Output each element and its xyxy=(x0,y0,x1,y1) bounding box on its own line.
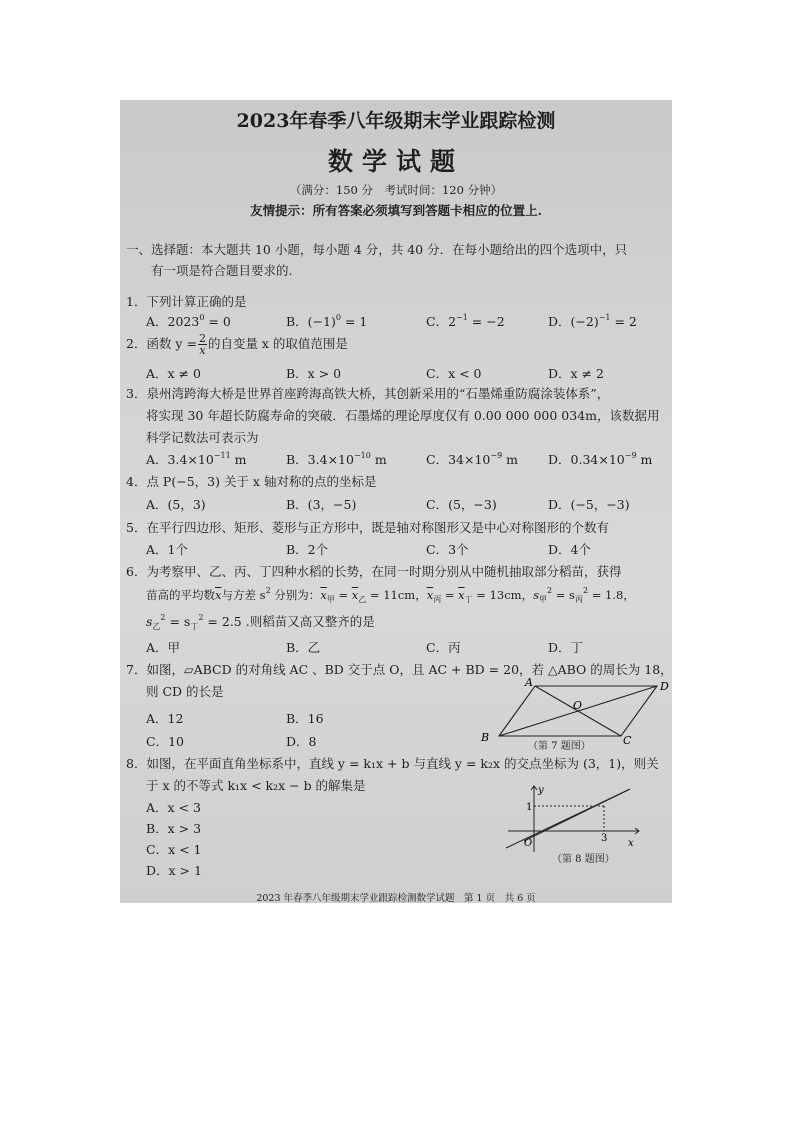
q1-option-b: B．$(-1)^0 = 1$ xyxy=(286,313,368,329)
question-3-line2: 将实现 30 年超长防腐寿命的突破．石墨烯的理论厚度仅有 0.00 000 000 034m，该数据用 xyxy=(146,408,660,423)
q4-option-c: C．(5，−3) xyxy=(426,497,497,512)
question-number: 2． xyxy=(126,336,147,351)
q3-option-c: C．$34\times 10^{-9}$ m xyxy=(426,451,518,467)
question-6-line1: 6．为考察甲、乙、丙、丁四种水稻的长势，在同一时期分别从中随机抽取部分稻苗，获得 xyxy=(126,564,622,579)
friendly-tip: 友情提示：所有答案必须填写到答题卡相应的位置上. xyxy=(250,203,542,218)
tick-label-1: 1 xyxy=(526,802,533,813)
vertex-d-label: D xyxy=(660,680,669,693)
x-axis-label: x xyxy=(628,838,634,849)
vertex-c-label: C xyxy=(623,734,632,747)
question-3-line3: 科学记数法可表示为 xyxy=(146,430,259,445)
question-5-stem: 5．在平行四边形、矩形、菱形与正方形中，既是轴对称图形又是中心对称图形的个数有 xyxy=(126,520,609,535)
exam-title: 2023年春季八年级期末学业跟踪检测 xyxy=(236,110,556,132)
q5-option-b: B．2个 xyxy=(286,542,329,557)
question-6-line2: 苗高的平均数$\overline{x}$与方差 $s^2$ 分别为：$\overline{x}_甲 = \overline{x}_乙 = 11cm$，$\overline{x}_丙 = \overline{x}_丁 = 13cm$，$s_甲^2 = s_丙^2 = 1.8$， xyxy=(146,586,635,604)
q1-option-d: D．$(-2)^{-1} = 2$ xyxy=(548,313,637,329)
q4-option-a: A．(5，3) xyxy=(146,497,206,512)
section-heading-line2: 有一项是符合题目要求的. xyxy=(151,263,293,278)
q1-option-a: A．$2023^0 = 0$ xyxy=(146,313,231,329)
q5-option-c: C．3个 xyxy=(426,542,469,557)
vertex-a-label: A xyxy=(525,676,533,689)
question-1-stem xyxy=(126,292,246,310)
origin-label: O xyxy=(524,838,533,849)
q2-option-a: A．x ≠ 0 xyxy=(146,366,201,381)
question-6-line3: $s_乙^2 = s_丁^2 = 2.5$ .则稻苗又高又整齐的是 xyxy=(146,613,375,631)
q2-option-d: D．x ≠ 2 xyxy=(548,366,604,381)
q7-option-a: A．12 xyxy=(146,711,184,726)
fraction-2-over-x: $\frac{2}{x}$ xyxy=(198,332,206,357)
figure-7-caption: （第 7 题图） xyxy=(528,741,591,752)
question-7-line2: 则 CD 的长是 xyxy=(146,684,224,699)
q8-option-a: A．x < 3 xyxy=(146,800,201,815)
page-footer: 2023 年春季八年级期末学业跟踪检测数学试题 第 1 页 共 6 页 xyxy=(256,893,536,904)
figure-8-caption: （第 8 题图） xyxy=(552,854,615,865)
tick-label-3: 3 xyxy=(601,833,608,844)
exam-page xyxy=(120,100,672,903)
question-4-stem: 4．点 P(−5，3) 关于 x 轴对称的点的坐标是 xyxy=(126,474,377,489)
question-number: 1． xyxy=(126,294,147,309)
q7-option-d: D．8 xyxy=(286,734,317,749)
q4-option-b: B．(3，−5) xyxy=(286,497,357,512)
question-2-stem: 2．函数 y = $\frac{2}{x}$ 的自变量 x 的取值范围是 xyxy=(126,332,348,357)
question-7-line1: 7．如图，▱ABCD 的对角线 AC 、BD 交于点 O，且 AC + BD = 20，若 △ABO 的周长为 18， xyxy=(126,662,673,677)
exam-info: （满分：150 分 考试时间：120 分钟） xyxy=(289,183,503,197)
subject-title: 数学试题 xyxy=(327,147,464,176)
question-8-line2: 于 x 的不等式 k₁x < k₂x − b 的解集是 xyxy=(146,778,366,793)
question-8-line1: 8．如图，在平面直角坐标系中，直线 y = k₁x + b 与直线 y = k₂x 的交点坐标为 (3，1)，则关 xyxy=(126,756,659,771)
q1-option-c: C．$2^{-1} = -2$ xyxy=(426,313,505,329)
q7-option-c: C．10 xyxy=(146,734,184,749)
q3-option-a: A．$3.4\times 10^{-11}$ m xyxy=(146,451,247,467)
q2-option-b: B．x > 0 xyxy=(286,366,342,381)
q6-option-b: B．乙 xyxy=(286,640,321,655)
q8-option-b: B．x > 3 xyxy=(146,821,202,836)
section-heading-line1: 一、选择题：本大题共 10 小题，每小题 4 分，共 40 分．在每小题给出的四个选项中，只 xyxy=(126,242,628,257)
question-3-line1: 3．泉州湾跨海大桥是世界首座跨海高铁大桥，其创新采用的“石墨烯重防腐涂装体系”， xyxy=(126,386,610,401)
figure-8-coordinate-graph xyxy=(502,784,642,854)
q4-option-d: D．(−5，−3) xyxy=(548,497,630,512)
q2-option-c: C．x < 0 xyxy=(426,366,482,381)
q8-option-c: C．x < 1 xyxy=(146,842,202,857)
q5-option-d: D．4个 xyxy=(548,542,591,557)
q7-option-b: B．16 xyxy=(286,711,324,726)
q6-option-c: C．丙 xyxy=(426,640,461,655)
vertex-b-label: B xyxy=(481,731,490,744)
q5-option-a: A．1个 xyxy=(146,542,188,557)
y-axis-label: y xyxy=(538,785,544,796)
q3-option-b: B．$3.4\times 10^{-10}$ m xyxy=(286,451,387,467)
q3-option-d: D．$0.34\times 10^{-9}$ m xyxy=(548,451,653,467)
q8-option-d: D．x > 1 xyxy=(146,863,202,878)
q6-option-d: D．丁 xyxy=(548,640,584,655)
point-o-label: O xyxy=(573,699,583,712)
q6-option-a: A．甲 xyxy=(146,640,181,655)
question-text: 下列计算正确的是 xyxy=(146,294,247,309)
